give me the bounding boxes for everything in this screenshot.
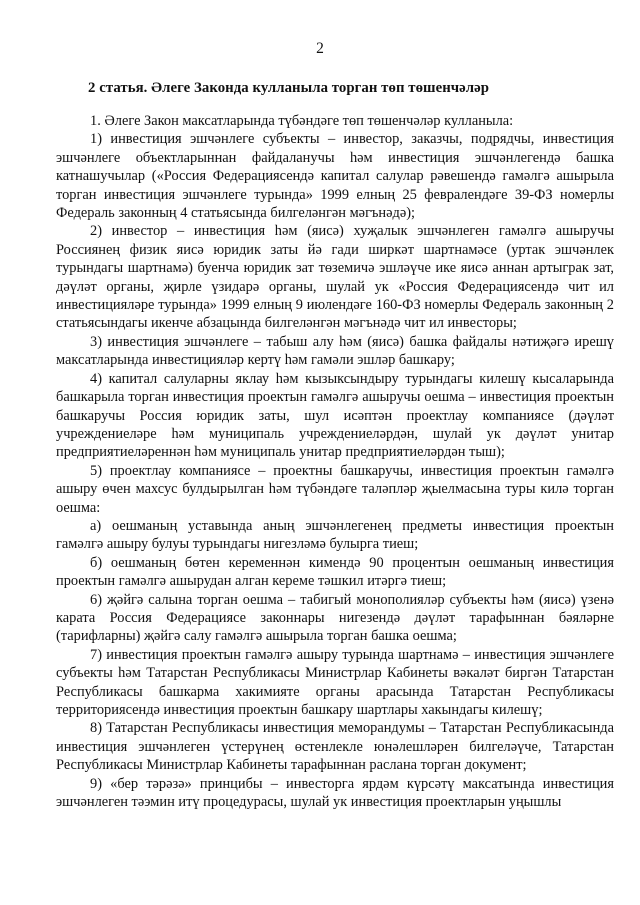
paragraph-item-4: 4) капитал салуларны яклау һәм кызыксындыру турындагы килешү кысаларында башкарыла торган инвестиция проектын гамәлгә ашыручы оешма – инвестиция проектын башкаручы Россия юридик заты, шул исәптән проектлау компаниясе (дәүләт учреждениеләре һәм муниципаль учреждениеләрдән, шулай ук дәүләт унитар предприятиеләреннән һәм муниципаль унитар предприятиеләрдән тыш); — [56, 370, 614, 461]
document-body — [56, 112, 614, 811]
paragraph-item-7: 7) инвестиция проектын гамәлгә ашыру турында шартнамә – инвестиция эшчәнлеге субъекты һәм Татарстан Республикасы Министрлар Кабинеты вәкаләт биргән Татарстан Республикасы башкарма хакимияте органы арасында Татарстан Республикасы территориясендә инвестиция проектын башкару шартлары хакындагы килешү; — [56, 646, 614, 718]
paragraph-item-6: 6) җәйгә салына торган оешма – табигый монополияләр субъекты һәм (яисә) үзенә карата Россия Федерациясе законнары нигезендә дәүләт тарафыннан бәяләрне (тарифларны) җәйгә салу гамәлгә ашырыла торган башка оешма; — [56, 591, 614, 645]
paragraph-item-2: 2) инвестор – инвестиция һәм (яисә) хуҗалык эшчәнлеген гамәлгә ашыручы Россиянең физик яисә юридик заты йә гади ширкәт шартнамәсе (уртак эшчәнлек турындагы шартнамә) буенча юридик зат төземичә эшләүче ике яисә аннан артыграк зат, дәүләт органы, җирле үзидарә органы, шулай ук «Россия Федерациясендә чит ил инвестицияләре турында» 1999 елның 9 июлендәге 160-ФЗ номерлы Федераль законның 2 статьясындагы икенче абзацында билгеләнгән мәгънәдә чит ил инвесторы; — [56, 223, 614, 332]
article-heading: 2 статья. Әлеге Законда кулланыла торган төп төшенчәләр — [88, 80, 490, 96]
paragraph-intro: 1. Әлеге Закон максатларында түбәндәге төп төшенчәләр кулланыла: — [90, 113, 514, 129]
page-number: 2 — [316, 40, 324, 57]
paragraph-item-5a: а) оешманың уставында аның эшчәнлегенең предметы инвестиция проектын гамәлгә ашыру булуы турындагы нигезләмә булырга тиеш; — [56, 517, 614, 553]
paragraph-item-1: 1) инвестиция эшчәнлеге субъекты – инвестор, заказчы, подрядчы, инвестиция эшчәнлеге объектларыннан файдаланучы һәм инвестиция эшчәнлегендә башка катнашучылар («Россия Федерациясендә капитал салулар рәвешендә гамәлгә ашырыла торган инвестиция эшчәнлеге турында» 1999 елның 25 февралендәге 39-ФЗ номерлы Федераль законның 4 статьясында билгеләнгән мәгънәдә); — [56, 131, 614, 222]
paragraph-item-8: 8) Татарстан Республикасы инвестиция меморандумы – Татарстан Республикасында инвестиция эшчәнлеген үстерүнең өстенлекле юнәлешләрен билгеләүче, Татарстан Республикасы Министрлар Кабинеты тарафыннан раслана торган документ; — [56, 720, 614, 774]
paragraph-item-9: 9) «бер тәрәзә» принцибы – инвесторга ярдәм күрсәтү максатында инвестиция эшчәнлеген тәэмин итү процедурасы, шулай ук инвестиция проектларын уңышлы — [56, 775, 614, 811]
paragraph-item-5: 5) проектлау компаниясе – проектны башкаручы, инвестиция проектын гамәлгә ашыру өчен махсус булдырылган һәм түбәндәге таләпләр җыелмасына туры килә торган оешма: — [56, 462, 614, 516]
paragraph-item-5b: б) оешманың бөтен кеременнән кимендә 90 процентын оешманың инвестиция проектын гамәлгә ашырудан алган кереме тәшкил итәргә тиеш; — [56, 554, 614, 590]
paragraph-item-3: 3) инвестиция эшчәнлеге – табыш алу һәм (яисә) башка файдалы нәтиҗәгә ирешү максатларында инвестицияләр кертү һәм гамәли эшләр башкару; — [56, 333, 614, 369]
